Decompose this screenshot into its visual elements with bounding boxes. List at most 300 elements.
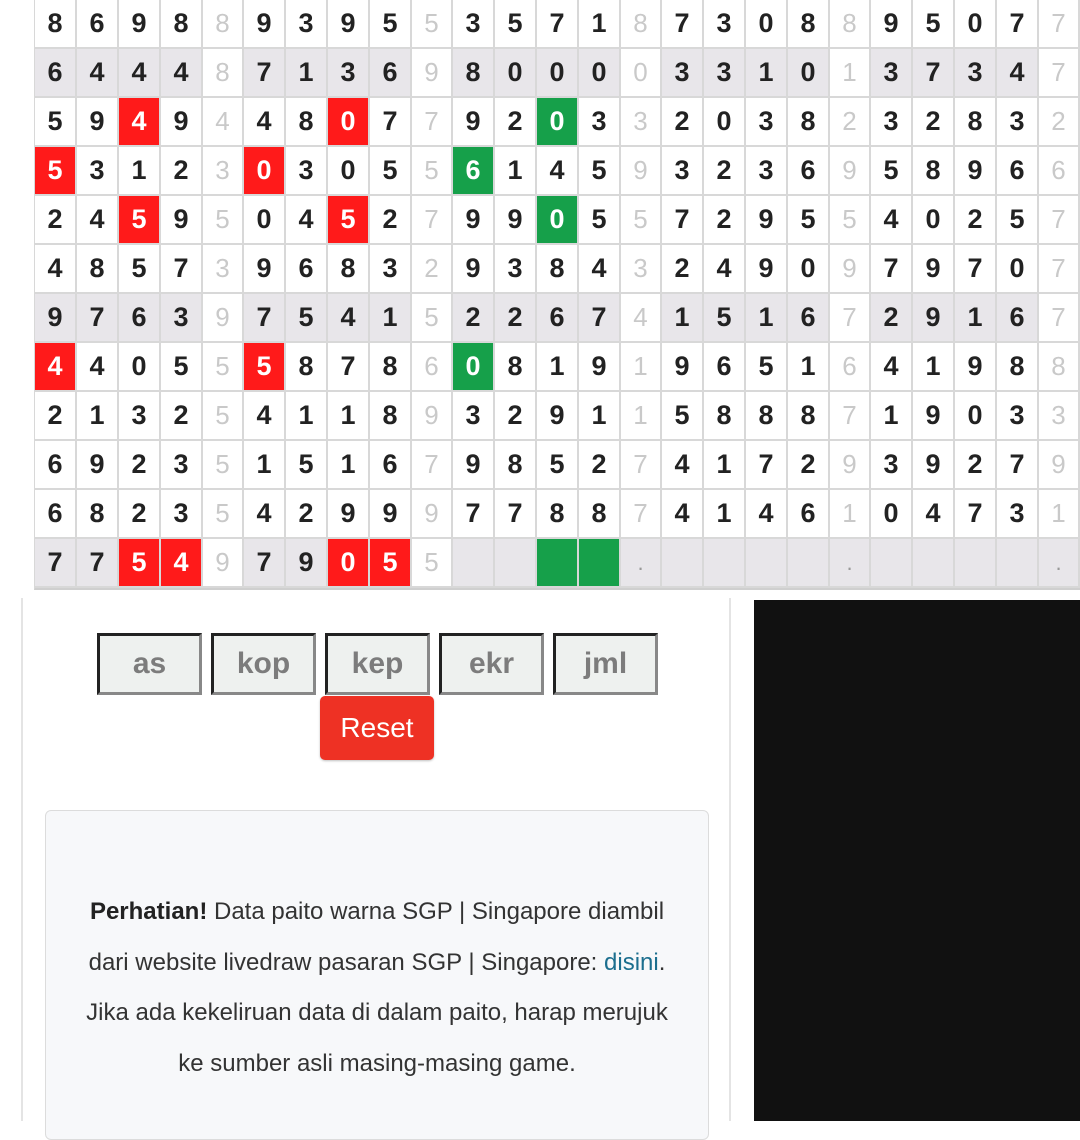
paito-cell[interactable]: 2: [495, 98, 537, 147]
paito-cell[interactable]: 9: [453, 441, 495, 490]
paito-sum-cell[interactable]: 4: [203, 98, 244, 147]
filter-kep-button[interactable]: kep: [325, 633, 430, 695]
paito-cell[interactable]: 1: [328, 392, 370, 441]
paito-sum-cell[interactable]: 5: [203, 441, 244, 490]
paito-cell[interactable]: 8: [913, 147, 955, 196]
paito-cell[interactable]: 0: [328, 539, 370, 588]
paito-cell[interactable]: 5: [370, 0, 412, 49]
paito-cell[interactable]: 7: [35, 539, 77, 588]
paito-cell[interactable]: 1: [746, 49, 788, 98]
paito-cell[interactable]: 0: [119, 343, 161, 392]
paito-cell[interactable]: 5: [871, 147, 913, 196]
paito-sum-cell[interactable]: 3: [621, 98, 662, 147]
paito-cell[interactable]: 9: [328, 0, 370, 49]
paito-cell[interactable]: 9: [161, 196, 203, 245]
paito-cell[interactable]: 5: [579, 196, 621, 245]
paito-cell[interactable]: 8: [495, 343, 537, 392]
paito-cell[interactable]: 3: [161, 490, 203, 539]
paito-sum-cell[interactable]: 2: [830, 98, 871, 147]
paito-cell[interactable]: 2: [161, 147, 203, 196]
paito-cell[interactable]: 5: [746, 343, 788, 392]
paito-sum-cell[interactable]: 9: [203, 294, 244, 343]
paito-cell[interactable]: 4: [35, 245, 77, 294]
paito-cell[interactable]: 9: [955, 343, 997, 392]
paito-sum-cell[interactable]: 7: [1039, 294, 1080, 343]
paito-cell[interactable]: 6: [119, 294, 161, 343]
paito-cell[interactable]: 5: [370, 147, 412, 196]
paito-cell[interactable]: 4: [328, 294, 370, 343]
paito-cell[interactable]: 8: [286, 98, 328, 147]
paito-cell[interactable]: 0: [704, 98, 746, 147]
paito-cell[interactable]: 4: [871, 196, 913, 245]
paito-cell[interactable]: 3: [662, 49, 704, 98]
paito-sum-cell[interactable]: 6: [830, 343, 871, 392]
paito-cell[interactable]: [913, 539, 955, 588]
paito-cell[interactable]: 0: [453, 343, 495, 392]
paito-cell[interactable]: 3: [997, 392, 1039, 441]
paito-cell[interactable]: 3: [286, 147, 328, 196]
paito-cell[interactable]: 0: [997, 245, 1039, 294]
paito-cell[interactable]: 8: [77, 490, 119, 539]
paito-sum-cell[interactable]: 1: [621, 392, 662, 441]
paito-cell[interactable]: 8: [537, 245, 579, 294]
paito-cell[interactable]: 6: [286, 245, 328, 294]
paito-cell[interactable]: 4: [579, 245, 621, 294]
paito-cell[interactable]: 3: [955, 49, 997, 98]
paito-cell[interactable]: 0: [871, 490, 913, 539]
paito-sum-cell[interactable]: 5: [412, 539, 453, 588]
paito-cell[interactable]: 0: [328, 147, 370, 196]
paito-cell[interactable]: 8: [997, 343, 1039, 392]
paito-cell[interactable]: 6: [788, 294, 830, 343]
paito-cell[interactable]: 5: [662, 392, 704, 441]
filter-ekr-button[interactable]: ekr: [439, 633, 544, 695]
paito-cell[interactable]: 4: [871, 343, 913, 392]
paito-cell[interactable]: 0: [328, 98, 370, 147]
paito-sum-cell[interactable]: 7: [412, 441, 453, 490]
paito-cell[interactable]: 0: [955, 0, 997, 49]
paito-cell[interactable]: 9: [370, 490, 412, 539]
paito-cell[interactable]: 8: [746, 392, 788, 441]
paito-cell[interactable]: 3: [77, 147, 119, 196]
paito-cell[interactable]: 4: [119, 49, 161, 98]
filter-kop-button[interactable]: kop: [211, 633, 316, 695]
paito-cell[interactable]: 6: [77, 0, 119, 49]
paito-cell[interactable]: 4: [77, 196, 119, 245]
paito-cell[interactable]: 8: [453, 49, 495, 98]
paito-cell[interactable]: 9: [328, 490, 370, 539]
paito-cell[interactable]: 4: [119, 98, 161, 147]
paito-cell[interactable]: 5: [119, 245, 161, 294]
paito-cell[interactable]: 7: [662, 196, 704, 245]
paito-cell[interactable]: 4: [997, 49, 1039, 98]
paito-cell[interactable]: 9: [244, 0, 286, 49]
paito-cell[interactable]: 0: [537, 98, 579, 147]
paito-cell[interactable]: 6: [35, 490, 77, 539]
paito-sum-cell[interactable]: 7: [830, 392, 871, 441]
paito-sum-cell[interactable]: 0: [621, 49, 662, 98]
paito-cell[interactable]: 4: [913, 490, 955, 539]
paito-cell[interactable]: 7: [537, 0, 579, 49]
paito-cell[interactable]: 3: [662, 147, 704, 196]
paito-sum-cell[interactable]: 7: [1039, 0, 1080, 49]
paito-cell[interactable]: 0: [746, 0, 788, 49]
paito-cell[interactable]: 9: [495, 196, 537, 245]
paito-cell[interactable]: 3: [579, 98, 621, 147]
paito-cell[interactable]: 4: [662, 441, 704, 490]
paito-cell[interactable]: 0: [244, 196, 286, 245]
paito-cell[interactable]: 6: [537, 294, 579, 343]
paito-cell[interactable]: 8: [161, 0, 203, 49]
filter-jml-button[interactable]: jml: [553, 633, 658, 695]
paito-cell[interactable]: 7: [328, 343, 370, 392]
paito-cell[interactable]: 0: [244, 147, 286, 196]
paito-cell[interactable]: 3: [453, 392, 495, 441]
paito-cell[interactable]: 7: [955, 490, 997, 539]
paito-cell[interactable]: 6: [370, 441, 412, 490]
paito-cell[interactable]: 6: [997, 147, 1039, 196]
paito-cell[interactable]: 7: [871, 245, 913, 294]
paito-cell[interactable]: 9: [161, 98, 203, 147]
paito-sum-cell[interactable]: 7: [621, 490, 662, 539]
paito-cell[interactable]: 3: [871, 49, 913, 98]
paito-cell[interactable]: 4: [244, 490, 286, 539]
paito-sum-cell[interactable]: 9: [203, 539, 244, 588]
paito-cell[interactable]: [871, 539, 913, 588]
paito-cell[interactable]: 0: [913, 196, 955, 245]
paito-cell[interactable]: 3: [704, 0, 746, 49]
paito-cell[interactable]: 8: [370, 343, 412, 392]
paito-cell[interactable]: 5: [370, 539, 412, 588]
paito-cell[interactable]: 3: [997, 98, 1039, 147]
paito-sum-cell[interactable]: 5: [203, 343, 244, 392]
paito-cell[interactable]: 5: [286, 294, 328, 343]
paito-cell[interactable]: 9: [453, 98, 495, 147]
paito-cell[interactable]: 7: [77, 539, 119, 588]
paito-cell[interactable]: 8: [495, 441, 537, 490]
paito-sum-cell[interactable]: 8: [830, 0, 871, 49]
paito-cell[interactable]: 8: [788, 0, 830, 49]
paito-cell[interactable]: [997, 539, 1039, 588]
paito-cell[interactable]: 9: [77, 441, 119, 490]
paito-cell[interactable]: 2: [704, 147, 746, 196]
paito-cell[interactable]: 5: [119, 196, 161, 245]
paito-cell[interactable]: 6: [370, 49, 412, 98]
paito-cell[interactable]: 4: [537, 147, 579, 196]
paito-sum-cell[interactable]: 9: [412, 490, 453, 539]
paito-sum-cell[interactable]: 7: [1039, 245, 1080, 294]
paito-cell[interactable]: 5: [579, 147, 621, 196]
paito-sum-cell[interactable]: 8: [203, 0, 244, 49]
paito-cell[interactable]: 1: [328, 441, 370, 490]
paito-cell[interactable]: 6: [997, 294, 1039, 343]
paito-cell[interactable]: 8: [286, 343, 328, 392]
paito-cell[interactable]: 2: [913, 98, 955, 147]
paito-cell[interactable]: 3: [997, 490, 1039, 539]
paito-cell[interactable]: 2: [35, 196, 77, 245]
paito-sum-cell[interactable]: 8: [621, 0, 662, 49]
paito-cell[interactable]: 6: [35, 49, 77, 98]
paito-cell[interactable]: [537, 539, 579, 588]
paito-sum-cell[interactable]: 9: [621, 147, 662, 196]
paito-sum-cell[interactable]: 7: [1039, 196, 1080, 245]
paito-cell[interactable]: 7: [662, 0, 704, 49]
paito-cell[interactable]: 9: [913, 392, 955, 441]
paito-cell[interactable]: 0: [788, 49, 830, 98]
paito-cell[interactable]: 7: [77, 294, 119, 343]
paito-cell[interactable]: 5: [913, 0, 955, 49]
paito-cell[interactable]: 5: [35, 147, 77, 196]
paito-cell[interactable]: 0: [537, 49, 579, 98]
paito-cell[interactable]: 1: [286, 392, 328, 441]
paito-cell[interactable]: 2: [119, 441, 161, 490]
paito-cell[interactable]: 8: [788, 392, 830, 441]
paito-sum-cell[interactable]: 7: [621, 441, 662, 490]
paito-cell[interactable]: 3: [370, 245, 412, 294]
paito-sum-cell[interactable]: 9: [1039, 441, 1080, 490]
paito-cell[interactable]: 7: [161, 245, 203, 294]
paito-cell[interactable]: 4: [746, 490, 788, 539]
paito-cell[interactable]: 3: [746, 98, 788, 147]
paito-sum-cell[interactable]: 2: [412, 245, 453, 294]
paito-cell[interactable]: 7: [746, 441, 788, 490]
paito-cell[interactable]: 6: [704, 343, 746, 392]
paito-sum-cell[interactable]: 9: [412, 49, 453, 98]
paito-cell[interactable]: 3: [871, 98, 913, 147]
paito-cell[interactable]: 5: [119, 539, 161, 588]
paito-cell[interactable]: 7: [244, 49, 286, 98]
paito-cell[interactable]: 2: [579, 441, 621, 490]
paito-cell[interactable]: 6: [788, 490, 830, 539]
paito-cell[interactable]: 9: [453, 245, 495, 294]
paito-cell[interactable]: 7: [955, 245, 997, 294]
paito-sum-cell[interactable]: 3: [203, 245, 244, 294]
paito-cell[interactable]: 8: [328, 245, 370, 294]
paito-cell[interactable]: 2: [286, 490, 328, 539]
paito-sum-cell[interactable]: 1: [830, 490, 871, 539]
paito-cell[interactable]: 2: [871, 294, 913, 343]
paito-cell[interactable]: 1: [286, 49, 328, 98]
paito-cell[interactable]: [662, 539, 704, 588]
paito-cell[interactable]: 4: [662, 490, 704, 539]
paito-cell[interactable]: 1: [537, 343, 579, 392]
paito-cell[interactable]: 5: [244, 343, 286, 392]
paito-cell[interactable]: 7: [453, 490, 495, 539]
paito-cell[interactable]: 8: [35, 0, 77, 49]
paito-cell[interactable]: 7: [370, 98, 412, 147]
paito-cell[interactable]: 7: [579, 294, 621, 343]
paito-cell[interactable]: 5: [997, 196, 1039, 245]
paito-cell[interactable]: 5: [537, 441, 579, 490]
paito-sum-cell[interactable]: 7: [1039, 49, 1080, 98]
paito-cell[interactable]: 7: [997, 441, 1039, 490]
paito-sum-cell[interactable]: 5: [203, 392, 244, 441]
paito-cell[interactable]: 8: [370, 392, 412, 441]
paito-cell[interactable]: 7: [244, 539, 286, 588]
paito-sum-cell[interactable]: 6: [1039, 147, 1080, 196]
paito-cell[interactable]: 8: [77, 245, 119, 294]
paito-cell[interactable]: 2: [370, 196, 412, 245]
paito-cell[interactable]: 3: [161, 294, 203, 343]
paito-cell[interactable]: 7: [244, 294, 286, 343]
paito-cell[interactable]: 4: [77, 49, 119, 98]
paito-cell[interactable]: 2: [955, 196, 997, 245]
paito-sum-cell[interactable]: 6: [412, 343, 453, 392]
reset-button[interactable]: Reset: [320, 696, 434, 760]
paito-sum-cell[interactable]: 5: [621, 196, 662, 245]
paito-cell[interactable]: 4: [161, 49, 203, 98]
paito-cell[interactable]: 1: [871, 392, 913, 441]
paito-cell[interactable]: 3: [746, 147, 788, 196]
paito-cell[interactable]: 1: [704, 441, 746, 490]
paito-cell[interactable]: 1: [370, 294, 412, 343]
paito-cell[interactable]: 1: [662, 294, 704, 343]
paito-cell[interactable]: 8: [955, 98, 997, 147]
paito-cell[interactable]: 1: [579, 392, 621, 441]
paito-cell[interactable]: [704, 539, 746, 588]
paito-cell[interactable]: 5: [328, 196, 370, 245]
paito-cell[interactable]: 4: [161, 539, 203, 588]
paito-cell[interactable]: 3: [161, 441, 203, 490]
paito-cell[interactable]: 4: [77, 343, 119, 392]
paito-cell[interactable]: 3: [871, 441, 913, 490]
paito-cell[interactable]: 9: [119, 0, 161, 49]
paito-cell[interactable]: 7: [997, 0, 1039, 49]
paito-cell[interactable]: 6: [35, 441, 77, 490]
paito-sum-cell[interactable]: 1: [1039, 490, 1080, 539]
paito-cell[interactable]: 5: [286, 441, 328, 490]
paito-cell[interactable]: 3: [286, 0, 328, 49]
paito-cell[interactable]: 0: [495, 49, 537, 98]
paito-cell[interactable]: 9: [77, 98, 119, 147]
paito-cell[interactable]: 2: [788, 441, 830, 490]
paito-cell[interactable]: 6: [453, 147, 495, 196]
paito-cell[interactable]: 2: [662, 245, 704, 294]
paito-cell[interactable]: 1: [913, 343, 955, 392]
paito-sum-cell[interactable]: 1: [830, 49, 871, 98]
paito-sum-cell[interactable]: 9: [830, 147, 871, 196]
paito-cell[interactable]: 9: [913, 294, 955, 343]
paito-cell[interactable]: 2: [35, 392, 77, 441]
paito-cell[interactable]: [579, 539, 621, 588]
paito-cell[interactable]: 2: [119, 490, 161, 539]
paito-cell[interactable]: 9: [35, 294, 77, 343]
paito-sum-cell[interactable]: 7: [412, 98, 453, 147]
paito-cell[interactable]: 2: [495, 294, 537, 343]
paito-cell[interactable]: 1: [746, 294, 788, 343]
paito-cell[interactable]: 5: [495, 0, 537, 49]
paito-sum-cell[interactable]: 5: [412, 0, 453, 49]
paito-sum-cell[interactable]: 8: [1039, 343, 1080, 392]
paito-cell[interactable]: 4: [704, 245, 746, 294]
paito-sum-cell[interactable]: 2: [1039, 98, 1080, 147]
paito-sum-cell[interactable]: 3: [1039, 392, 1080, 441]
paito-cell[interactable]: [955, 539, 997, 588]
paito-cell[interactable]: 2: [495, 392, 537, 441]
paito-cell[interactable]: 4: [244, 98, 286, 147]
paito-cell[interactable]: 9: [537, 392, 579, 441]
paito-cell[interactable]: 5: [161, 343, 203, 392]
paito-cell[interactable]: 9: [871, 0, 913, 49]
paito-cell[interactable]: 9: [244, 245, 286, 294]
paito-sum-cell[interactable]: 5: [412, 147, 453, 196]
paito-cell[interactable]: 5: [788, 196, 830, 245]
paito-cell[interactable]: 1: [579, 0, 621, 49]
paito-cell[interactable]: 5: [704, 294, 746, 343]
paito-cell[interactable]: 8: [579, 490, 621, 539]
paito-cell[interactable]: 2: [161, 392, 203, 441]
paito-cell[interactable]: 1: [119, 147, 161, 196]
paito-cell[interactable]: 9: [662, 343, 704, 392]
paito-cell[interactable]: 9: [913, 441, 955, 490]
paito-cell[interactable]: [453, 539, 495, 588]
paito-sum-cell[interactable]: 4: [621, 294, 662, 343]
paito-cell[interactable]: 0: [788, 245, 830, 294]
paito-cell[interactable]: 2: [453, 294, 495, 343]
paito-cell[interactable]: 0: [579, 49, 621, 98]
paito-cell[interactable]: 5: [35, 98, 77, 147]
paito-cell[interactable]: 4: [244, 392, 286, 441]
paito-cell[interactable]: 1: [955, 294, 997, 343]
paito-sum-cell[interactable]: 5: [412, 294, 453, 343]
paito-cell[interactable]: 1: [77, 392, 119, 441]
paito-cell[interactable]: 9: [286, 539, 328, 588]
paito-cell[interactable]: 8: [788, 98, 830, 147]
paito-cell[interactable]: 3: [704, 49, 746, 98]
paito-sum-cell[interactable]: 5: [203, 490, 244, 539]
paito-cell[interactable]: 3: [495, 245, 537, 294]
paito-cell[interactable]: 9: [913, 245, 955, 294]
paito-sum-cell[interactable]: 3: [621, 245, 662, 294]
paito-cell[interactable]: 9: [579, 343, 621, 392]
paito-sum-cell[interactable]: 3: [203, 147, 244, 196]
paito-sum-cell[interactable]: 5: [203, 196, 244, 245]
paito-cell[interactable]: 2: [704, 196, 746, 245]
paito-cell[interactable]: 1: [244, 441, 286, 490]
paito-cell[interactable]: 9: [453, 196, 495, 245]
paito-cell[interactable]: 1: [788, 343, 830, 392]
paito-sum-cell[interactable]: 7: [830, 294, 871, 343]
paito-cell[interactable]: .: [830, 539, 871, 588]
paito-sum-cell[interactable]: 7: [412, 196, 453, 245]
paito-cell[interactable]: 4: [286, 196, 328, 245]
source-link[interactable]: disini: [604, 948, 659, 976]
paito-sum-cell[interactable]: 9: [412, 392, 453, 441]
paito-cell[interactable]: 7: [495, 490, 537, 539]
paito-cell[interactable]: 6: [788, 147, 830, 196]
paito-cell[interactable]: 3: [453, 0, 495, 49]
paito-cell[interactable]: 1: [495, 147, 537, 196]
paito-cell[interactable]: 0: [537, 196, 579, 245]
paito-cell[interactable]: 2: [662, 98, 704, 147]
paito-cell[interactable]: [788, 539, 830, 588]
paito-cell[interactable]: 9: [746, 196, 788, 245]
paito-cell[interactable]: 8: [537, 490, 579, 539]
paito-cell[interactable]: 1: [704, 490, 746, 539]
paito-cell[interactable]: 9: [955, 147, 997, 196]
paito-sum-cell[interactable]: 1: [621, 343, 662, 392]
paito-cell[interactable]: [746, 539, 788, 588]
paito-cell[interactable]: .: [621, 539, 662, 588]
filter-as-button[interactable]: as: [97, 633, 202, 695]
paito-sum-cell[interactable]: 5: [830, 196, 871, 245]
paito-cell[interactable]: 8: [704, 392, 746, 441]
paito-cell[interactable]: .: [1039, 539, 1080, 588]
paito-cell[interactable]: 9: [746, 245, 788, 294]
paito-sum-cell[interactable]: 9: [830, 441, 871, 490]
paito-cell[interactable]: 2: [955, 441, 997, 490]
paito-cell[interactable]: 7: [913, 49, 955, 98]
